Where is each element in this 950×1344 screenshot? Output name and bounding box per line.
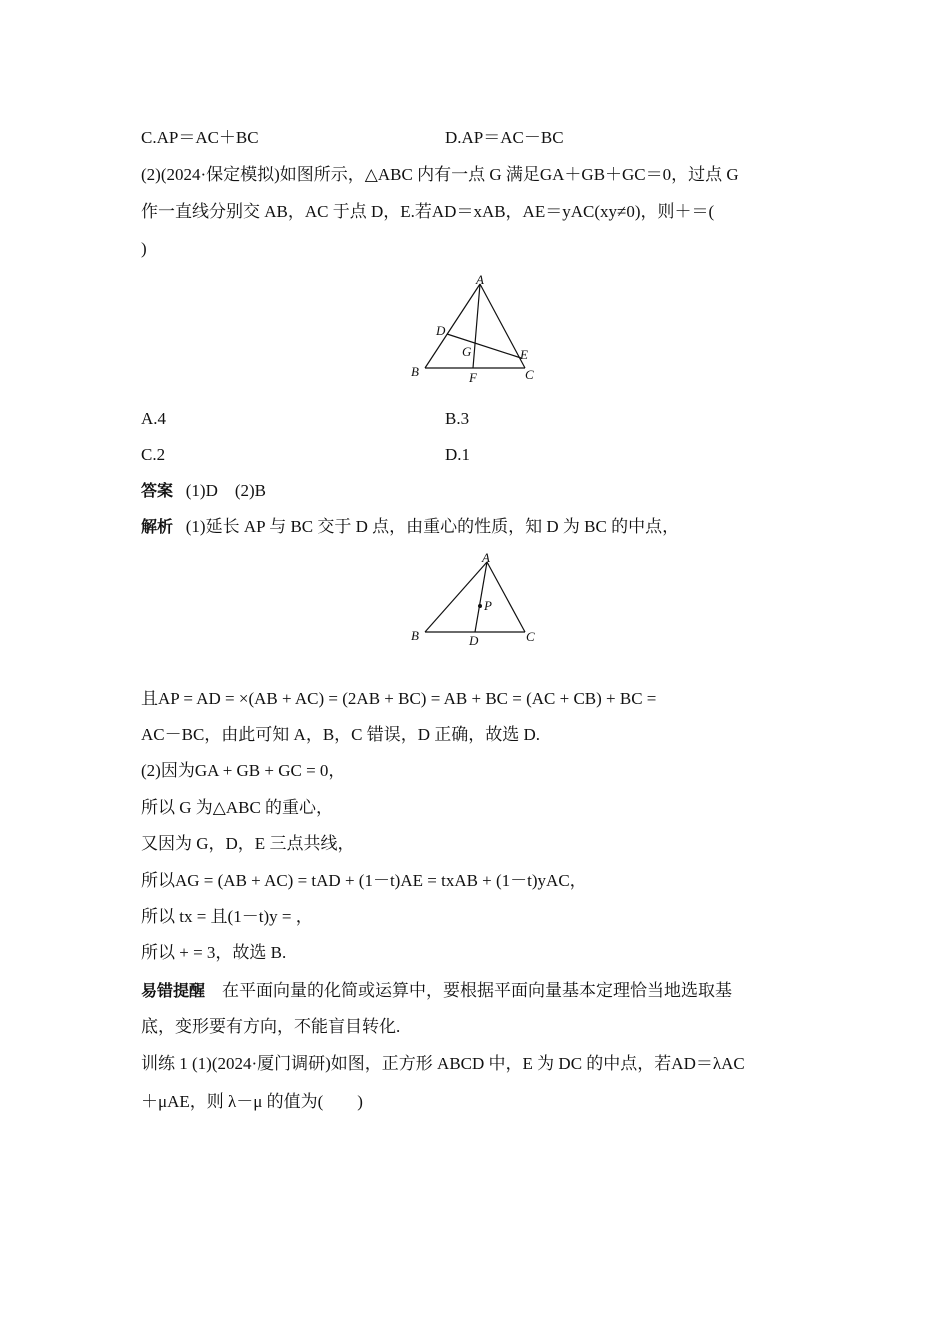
side-ab: [425, 284, 480, 368]
label-g: G: [462, 344, 472, 359]
solution-line-3: (2)因为GA + GB + GC = 0，: [141, 761, 346, 780]
tip-text-1: 在平面向量的化简或运算中，要根据平面向量基本定理恰当地选取基: [222, 981, 733, 1000]
side-ac: [480, 284, 525, 368]
point-p: [478, 604, 482, 608]
training-line-1: [141, 1053, 745, 1075]
label-c: C: [526, 629, 535, 644]
tip-label: 易错提醒: [141, 981, 206, 1000]
choice-d: D.1: [445, 445, 471, 464]
tip-line-2: 底，变形要有方向，不能盲目转化.: [141, 1017, 401, 1036]
label-p: P: [484, 598, 492, 613]
label-c: C: [525, 367, 534, 382]
side-ab: [425, 562, 487, 632]
solution-line-8: 所以 + = 3，故选 B.: [141, 943, 287, 962]
label-f: F: [469, 370, 477, 385]
triangle-figure-1: [405, 272, 545, 388]
training-text-1: (1)(2024·厦门调研)如图，正方形 ABCD 中，E 为 DC 的中点，若AD＝λAC: [192, 1054, 745, 1073]
solution-line-6: 所以AG = (AB + AC) = tAD + (1－t)AE = txAB + (1－t)yAC，: [141, 871, 587, 890]
choice-a: A.4: [141, 409, 167, 428]
option-d: D.AP＝AC－BC: [445, 128, 564, 147]
triangle-figure-2: [405, 548, 545, 650]
training-label: 训练 1: [141, 1054, 188, 1073]
analysis-label: 解析: [141, 517, 174, 536]
solution-line-7: 所以 tx = 且(1－t)y = ，: [141, 907, 313, 926]
option-c: C.AP＝AC＋BC: [141, 128, 259, 147]
solution-line-5: 又因为 G，D，E 三点共线，: [141, 834, 355, 853]
analysis-line: [141, 516, 679, 538]
line-de: [447, 334, 521, 358]
answer-text: (1)D (2)B: [185, 481, 267, 500]
choice-c: C.2: [141, 445, 166, 464]
training-line-2: ＋μAE，则 λ－μ 的值为( ): [141, 1092, 363, 1111]
median-ad: [475, 562, 487, 632]
label-d: D: [436, 323, 446, 338]
solution-line-1: 且AP = AD = ×(AB + AC) = (2AB + BC) = AB + BC = (AC + CB) + BC =: [141, 689, 657, 708]
solution-line-4: 所以 G 为△ABC 的重心，: [141, 798, 334, 817]
solution-line-2: AC－BC，由此可知 A，B，C 错误，D 正确，故选 D.: [141, 725, 541, 744]
answer-label: 答案: [141, 481, 174, 500]
question-2-line-1: (2)(2024·保定模拟)如图所示，△ABC 内有一点 G 满足GA＋GB＋GC＝0，过点 G: [141, 165, 739, 184]
choice-b: B.3: [445, 409, 470, 428]
tip-line-1: [141, 980, 732, 1002]
analysis-text: (1)延长 AP 与 BC 交于 D 点，由重心的性质，知 D 为 BC 的中点，: [185, 517, 680, 536]
label-b: B: [411, 628, 419, 643]
side-ac: [487, 562, 525, 632]
label-e: E: [520, 347, 528, 362]
answer-line: [141, 480, 266, 502]
question-2-line-3: ): [141, 239, 147, 258]
median-af: [473, 284, 480, 368]
label-b: B: [411, 364, 419, 379]
label-a: A: [476, 272, 484, 287]
label-d: D: [469, 633, 479, 648]
question-2-line-2: 作一直线分别交 AB，AC 于点 D，E.若AD＝xAB，AE＝yAC(xy≠0)，则＋＝(: [141, 202, 715, 221]
label-a: A: [482, 550, 490, 565]
